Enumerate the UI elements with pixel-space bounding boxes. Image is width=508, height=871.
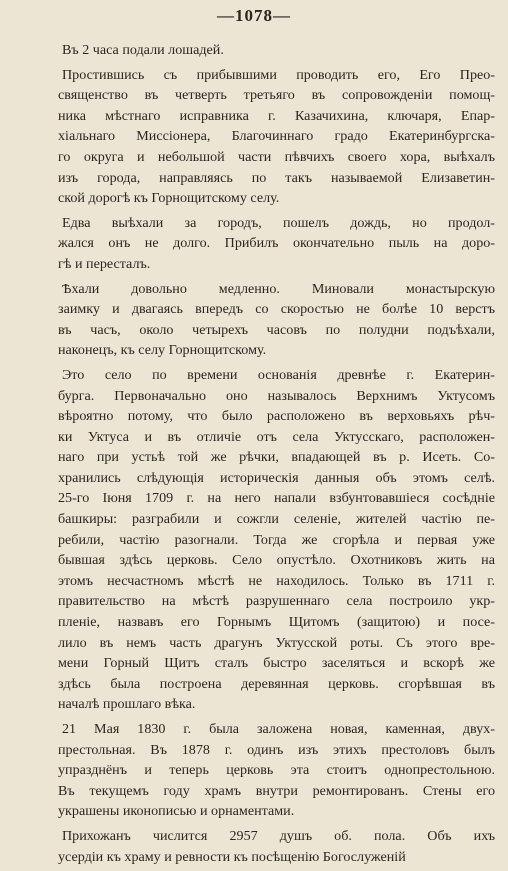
text-line: заимку и двагаясь впередъ со скоростью не болѣе 10 верстъ <box>58 301 495 318</box>
text-line: престольная. Въ 1878 г. одинъ изъ этихъ престоловъ былъ <box>58 741 495 758</box>
text-line: го округа и небольшой части пѣвчихъ своего хора, выѣхалъ <box>58 148 495 165</box>
text-line: здѣсь была построена деревянная церковь. сгорѣвшая въ <box>58 675 495 692</box>
text-line: хранились слѣдующія историческія данныя объ этомъ селѣ. <box>58 469 495 486</box>
text-line: изъ города, направляясь по такъ называемой Елизаветин- <box>58 169 495 186</box>
paragraph <box>58 279 495 361</box>
paragraph <box>58 365 495 715</box>
text-line: священство въ четверть третьяго въ сопровожденіи помощ- <box>58 87 495 104</box>
text-line: пленіе, назвавъ его Горнымъ Щитомъ (защитою) и посе- <box>58 614 495 631</box>
paragraph <box>58 65 495 209</box>
text-line: Ѣхали довольно медленно. Миновали монастырскую <box>62 280 495 297</box>
text-line: вѣроятно потому, что было расположено въ верховьяхъ рѣч- <box>58 408 495 425</box>
text-line: башкиры: разграбили и сожгли селеніе, жителей частію пе- <box>58 511 495 528</box>
text-line: хіальнаго Миссіонера, Благочиннаго градо Екатеринбургска- <box>58 128 495 145</box>
text-line: началѣ прошлаго вѣка. <box>58 696 196 713</box>
text-line: этомъ несчастномъ мѣстѣ не находилось. Только въ 1711 г. <box>58 572 495 589</box>
text-line: Едва выѣхали за городъ, пошелъ дождь, но продол- <box>62 214 495 231</box>
paragraph <box>58 213 495 275</box>
text-line: Въ текущемъ году храмъ внутри ремонтированъ. Стены его <box>58 782 495 799</box>
text-line: Въ 2 часа подали лошадей. <box>62 42 224 58</box>
text-line: въ часъ, около четырехъ часовъ по полудни подъѣхали, <box>58 321 495 338</box>
text-line: наконецъ, къ селу Горнощитскому. <box>58 342 267 359</box>
text-line: правительство на мѣстѣ разрушеннаго села построило укр- <box>58 593 495 610</box>
paragraph <box>58 719 495 822</box>
text-line: наго при устьѣ той же рѣчки, впадающей въ р. Исеть. Со- <box>58 449 495 466</box>
text-line: Прихожанъ числится 2957 душъ об. пола. Объ ихъ <box>62 827 495 844</box>
text-line: 21 Мая 1830 г. была заложена новая, каменная, двух- <box>62 721 495 737</box>
text-line: ской дорогѣ къ Горнощитскому селу. <box>58 190 280 207</box>
text-line: бурга. Первоначально оно называлось Верхнимъ Уктусомъ <box>58 387 495 404</box>
text-line: мени Горный Щитъ сталъ быстро заселяться и вскорѣ же <box>58 655 495 672</box>
document-body <box>58 40 495 871</box>
text-line: 25-го Іюня 1709 г. на него напали взбунтовавшіеся сосѣдніе <box>58 490 495 507</box>
text-line: ника мѣстнаго исправника г. Казачихина, ключаря, Епар- <box>58 107 495 124</box>
text-line: ки Уктуса и въ отличіе отъ села Уктусскаго, расположен- <box>58 428 495 445</box>
text-line: гѣ и пересталъ. <box>58 255 151 272</box>
text-line: украшены иконописью и орнаментами. <box>58 803 295 820</box>
text-line: жался онъ не долго. Прибилъ окончательно пыль на доро- <box>58 235 495 252</box>
text-line: усердіи къ храму и ревности къ посѣщенію Богослуженій <box>58 848 406 865</box>
paragraph <box>58 40 495 61</box>
text-line: упразднёнъ и теперь церковь эта стоитъ однопрестольною. <box>58 762 495 779</box>
text-line: ребили, частію разогнали. Тогда же сгорѣла и первая уже <box>58 531 495 548</box>
page-number: —1078— <box>217 6 291 25</box>
text-line: лило въ немъ часть драгунъ Уктусской роты. Съ этого вре- <box>58 634 495 651</box>
text-line: бывшая здѣсь церковь. Село опустѣло. Охотниковъ жить на <box>58 552 495 569</box>
paragraph <box>58 826 495 867</box>
text-line: Это село по времени основанія древнѣе г. Екатерин- <box>62 366 495 383</box>
text-line: Простившись съ прибывшими проводить его, Его Прео- <box>62 66 495 83</box>
